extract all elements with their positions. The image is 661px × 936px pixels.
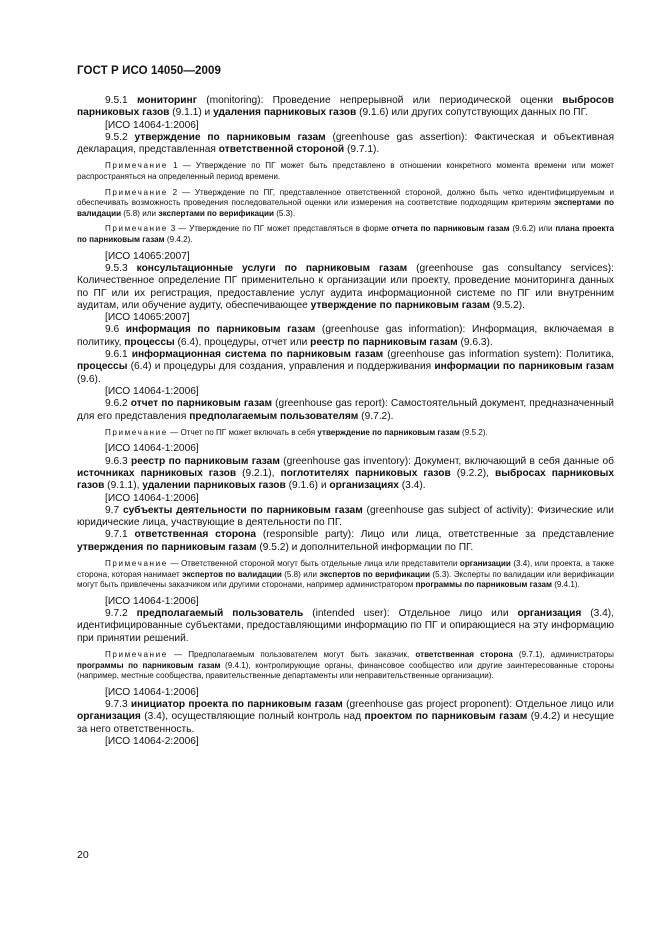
term-ref: утверждение по парниковым газам: [310, 299, 490, 311]
term-name: консультационные услуги по парниковым газам: [136, 262, 408, 274]
note-9-7-1: Примечание — Ответственной стороной могут быть отдельные лица или представители организации (3.4), или проекта, а также сторона, которая нанимает экспертов по валидации (5.8) или экспертов по верификации (5.3). Эксперты по валидации или верификации могут быть привлечены заказчиком или другими сторонами, например администратором программы по парниковым газам (9.4.1).: [77, 559, 615, 590]
source-reference: [ИСО 14064-1:2006]: [105, 119, 199, 131]
source-reference: [ИСО 14064-1:2006]: [105, 443, 199, 455]
term-9-6-3: 9.6.3 реестр по парниковым газам (greenhouse gas inventory): Документ, включающий в себя данные об источниках парниковых газов (9.2.1), поглотителях парниковых газов (9.2.2), выбросах парниковых газов (9.1.1), удалении парниковых газов (9.1.6) и организациях (3.4).: [77, 455, 615, 492]
source-reference: [ИСО 14064-1:2006]: [105, 492, 199, 504]
source-reference: [ИСО 14064-1:2006]: [105, 595, 199, 607]
term-ref: организациях: [329, 480, 399, 492]
term-ref: ответственной стороной: [218, 144, 345, 156]
note-2: Примечание 2 — Утверждение по ПГ, представленное ответственной стороной, должно быть четко идентифицируемым и обеспечивать возможность проведения последовательной оценки или измерения на соответствие подходящим критериям экспертами по валидации (5.8) или экспертами по верификации (5.3).: [77, 187, 614, 218]
term-ref: удалении парниковых газов: [142, 480, 286, 492]
term-9-7-1: 9.7.1 ответственная сторона (responsible party): Лицо или лица, ответственные за представление утверждения по парниковым газам (9.5.2) и дополнительной информации по ПГ.: [77, 529, 615, 553]
term-ref: процессы: [77, 361, 128, 373]
term-ref: утверждения по парниковым газам: [77, 541, 257, 553]
note-3: Примечание 3 — Утверждение по ПГ может представляться в форме отчета по парниковым газам (9.6.2) или плана проекта по парниковым газам (9.4.2).: [77, 224, 614, 245]
term-9-5-1: 9.5.1 мониторинг (monitoring): Проведение непрерывной или периодической оценки выбросов парниковых газов (9.1.1) и удаления парниковых газов (9.1.6) или других сопутствующих данных по ПГ.: [77, 95, 614, 119]
source-reference: [ИСО 14064-1:2006]: [105, 686, 199, 698]
term-9-7-2: 9.7.2 предполагаемый пользователь (intended user): Отдельное лицо или организация (3.4), идентифицированные субъектами, предоставляющими информацию по ПГ и опирающиеся на эту информацию при принятии решений.: [77, 608, 614, 644]
term-9-5-3: 9.5.3 консультационные услуги по парниковым газам (greenhouse gas consultancy services): Количественное определение ПГ применительно к организации или проекту, проведение мониторинга данных по ПГ или их регистрация, предоставление услуг аудита информационной системе по ПГ или внутренним аудитам, или обучение аудиту, обеспечивающее утверждение по парниковым газам (9.5.2).: [77, 262, 615, 311]
note-label: Примечание: [105, 187, 168, 197]
term-ref: процессы: [124, 336, 175, 348]
term-name: информационная система по парниковым газам: [131, 349, 384, 361]
term-name: отчет по парниковым газам: [130, 398, 273, 410]
note-1: Примечание 1 — Утверждение по ПГ может быть представлено в отношении конкретного момента времени или может распространяться на определенный период времени.: [77, 161, 614, 182]
term-name: мониторинг: [136, 95, 197, 106]
term-9-5-2: 9.5.2 утверждение по парниковым газам (greenhouse gas assertion): Фактическая и объективная декларация, представленная ответственной стороной (9.7.1).: [77, 131, 614, 156]
term-ref: выбросов парниковых газов: [77, 95, 614, 119]
term-name: информация по парниковым газам: [125, 324, 316, 336]
term-ref: реестр по парниковым газам: [310, 336, 458, 348]
term-ref: проектом по парниковым газам: [364, 711, 528, 723]
term-9-7-3: 9.7.3 инициатор проекта по парниковым газам (greenhouse gas project proponent): Отдельное лицо или организация (3.4), осуществляющие полный контроль над проектом по парниковым газам (9.4.2) и несущие за него ответственность.: [77, 699, 614, 735]
term-name: субъекты деятельности по парниковым газам: [122, 504, 363, 516]
term-9-6-2: 9.6.2 отчет по парниковым газам (greenhouse gas report): Самостоятельный документ, предназначенный для его представления предполагаемым пользователям (9.7.2).: [77, 398, 614, 422]
term-ref: выбросах парниковых газов: [77, 467, 615, 492]
term-ref: удаления парниковых газов: [213, 107, 357, 119]
term-ref: источниках парниковых газов: [77, 467, 237, 479]
term-name: утверждение по парниковым газам: [134, 131, 326, 143]
page-number: 20: [77, 849, 89, 861]
term-ref: информации по парниковым газам: [434, 361, 615, 373]
source-reference: [ИСО 14064-2:2006]: [105, 736, 199, 747]
note-label: Примечание: [105, 224, 168, 234]
document-body: [77, 95, 614, 748]
term-name: ответственная сторона: [134, 529, 257, 541]
source-reference: [ИСО 14064-1:2006]: [105, 385, 199, 397]
term-9-7: 9.7 субъекты деятельности по парниковым газам (greenhouse gas subject of activity): Физические или юридические лица, участвующие в деятельности по ПГ.: [77, 504, 614, 529]
note-label: Примечание: [105, 427, 168, 437]
note-9-7-2: Примечание — Предполагаемым пользователем могут быть заказчик, ответственная сторона (9.7.1), администраторы программы по парниковым газам (9.4.1), контролирующие органы, финансовое сообщество или другие заинтересованные стороны (например, местные сообщества, правительственные департаменты или неправительственные организации).: [77, 650, 614, 681]
source-reference: [ИСО 14065:2007]: [105, 250, 190, 262]
term-ref: поглотителях парниковых газов: [280, 467, 451, 479]
term-ref: предполагаемым пользователям: [189, 410, 359, 422]
term-name: реестр по парниковым газам: [130, 455, 280, 467]
note-9-6-2: Примечание — Отчет по ПГ может включать в себя утверждение по парниковым газам (9.5.2).: [105, 427, 488, 437]
note-label: Примечание: [105, 650, 168, 660]
term-ref: организация: [517, 608, 582, 620]
page-header: ГОСТ Р ИСО 14050—2009: [77, 65, 222, 77]
term-9-6: 9.6 информация по парниковым газам (greenhouse gas information): Информация, включаемая в политику, процессы (6.4), процедуры, отчет или реестр по парниковым газам (9.6.3).: [77, 324, 614, 348]
term-ref: организация: [77, 711, 141, 723]
note-label: Примечание: [105, 559, 168, 569]
term-name: инициатор проекта по парниковым газам: [130, 699, 343, 711]
source-reference: [ИСО 14065:2007]: [105, 312, 190, 324]
term-name: предполагаемый пользователь: [136, 608, 304, 620]
note-label: Примечание: [105, 161, 168, 171]
term-9-6-1: 9.6.1 информационная система по парниковым газам (greenhouse gas information system): Политика, процессы (6.4) и процедуры для создания, управления и поддерживания информации по парниковым газам (9.6).: [77, 349, 615, 385]
